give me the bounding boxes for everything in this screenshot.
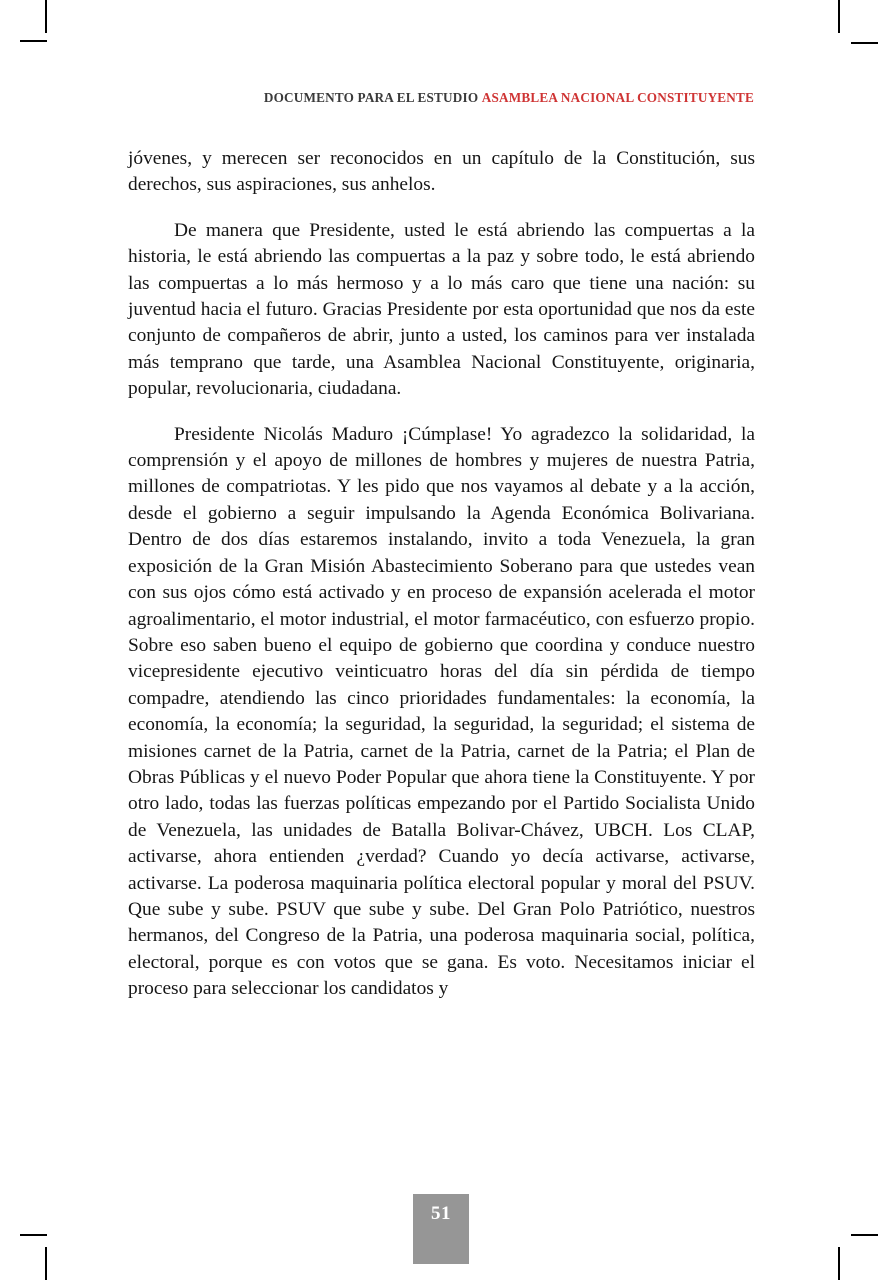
- crop-mark-top-right-vertical: [838, 0, 840, 33]
- running-header-title: DOCUMENTO PARA EL ESTUDIO: [263, 90, 479, 105]
- crop-mark-bottom-left-horizontal: [20, 1234, 47, 1236]
- paragraph: De manera que Presidente, usted le está abriendo las compuertas a la historia, le está abriendo las compuertas a la paz y sobre todo, le está abriendo las compuertas a lo más hermoso y a lo más caro que tiene una nación: su juventud hacia el futuro. Gracias Presidente por esta oportunidad que nos da este conjunto de compañeros de abrir, junto a usted, los caminos para ver instalada más temprano que tarde, una Asamblea Nacional Constituyente, originaria, popular, revolucionaria, ciudadana.: [128, 219, 755, 400]
- paragraph: Presidente Nicolás Maduro ¡Cúmplase! Yo agradezco la solidaridad, la comprensión y el apoyo de millones de hombres y mujeres de nuestra Patria, millones de compatriotas. Y les pido que nos vayamos al debate y a la acción, desde el gobierno a seguir impulsando la Agenda Económica Bolivariana. Dentro de dos días estaremos instalando, invito a toda Venezuela, la gran exposición de la Gran Misión Abastecimiento Soberano para que ustedes vean con sus ojos cómo está activado y en proceso de expansión acelerada el motor agroalimentario, el motor industrial, el motor farmacéutico, con esfuerzo propio. Sobre eso saben bueno el equipo de gobierno que coordina y conduce nuestro vicepresidente ejecutivo veinticuatro horas del día sin pérdida de tiempo compadre, atendiendo las cinco prioridades fundamentales: la economía, la economía, la economía; la seguridad, la seguridad, la seguridad; el sistema de misiones carnet de la Patria, carnet de la Patria, carnet de la Patria; el Plan de Obras Públicas y el nuevo Poder Popular que ahora tiene la Constituyente. Y por otro lado, todas las fuerzas políticas empezando por el Partido Socialista Unido de Venezuela, las unidades de Batalla Bolivar-Chávez, UBCH. Los CLAP, activarse, ahora entienden ¿verdad? Cuando yo decía activarse, activarse, activarse. La poderosa maquinaria política electoral popular y moral del PSUV. Que sube y sube. PSUV que sube y sube. Del Gran Polo Patriótico, nuestros hermanos, del Congreso de la Patria, una poderosa maquinaria social, política, electoral, porque es con votos que se gana. Es voto. Necesitamos iniciar el proceso para seleccionar los candidatos y: [128, 423, 755, 1000]
- crop-mark-top-right-horizontal: [851, 42, 878, 44]
- crop-mark-bottom-right-vertical: [838, 1247, 840, 1280]
- page-number-label: 51: [431, 1203, 451, 1224]
- running-header-subject: ASAMBLEA NACIONAL CONSTITUYENTE: [481, 90, 754, 105]
- page-number-badge: [413, 1194, 469, 1264]
- body-text-column: [128, 146, 755, 1003]
- running-header: [128, 90, 754, 106]
- crop-mark-bottom-left-vertical: [45, 1247, 47, 1280]
- crop-mark-bottom-right-horizontal: [851, 1234, 878, 1236]
- paragraph: jóvenes, y merecen ser reconocidos en un capítulo de la Constitución, sus derechos, sus aspiraciones, sus anhelos.: [128, 148, 755, 196]
- crop-mark-top-left-horizontal: [20, 40, 47, 42]
- crop-mark-top-left-vertical: [45, 0, 47, 33]
